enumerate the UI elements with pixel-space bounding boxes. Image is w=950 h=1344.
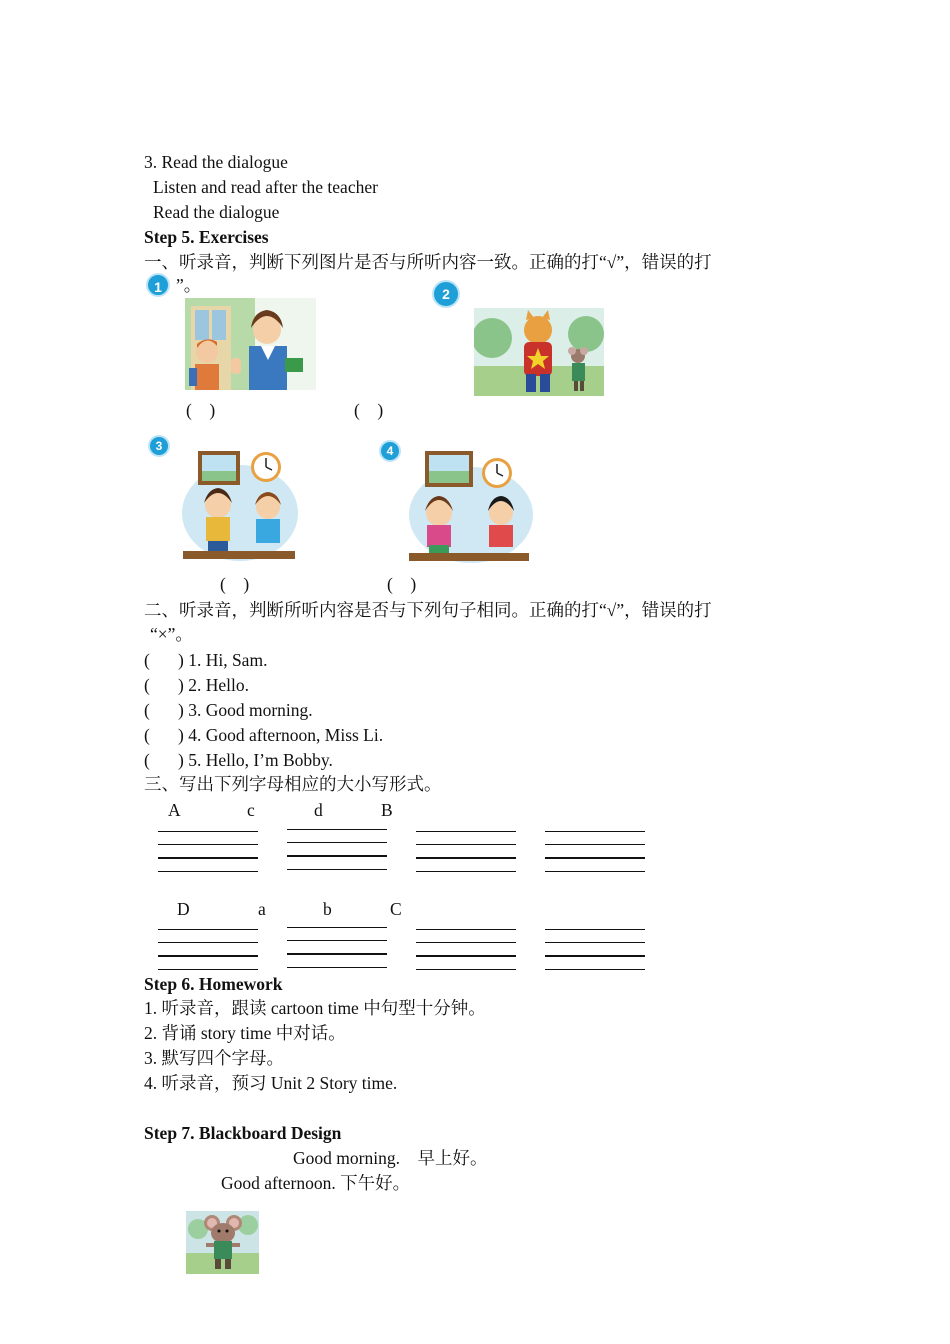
judge-paren[interactable]: ( <box>144 725 150 745</box>
writing-lines[interactable] <box>158 831 258 873</box>
letter-prompt: D <box>177 899 190 919</box>
picture-mouse <box>186 1211 259 1274</box>
writing-lines[interactable] <box>416 831 516 873</box>
blackboard-line: Good afternoon. 下午好。 <box>221 1173 411 1193</box>
number-badge: 3 <box>148 435 170 457</box>
writing-lines[interactable] <box>545 929 645 971</box>
judge-item: ) 5. Hello, I’m Bobby. <box>178 750 333 770</box>
answer-blank[interactable]: ( ) <box>220 574 250 594</box>
part2-instruction: 二、听录音，判断所听内容是否与下列句子相同。正确的打“√”，错误的打 <box>144 600 712 620</box>
section-line: Read the dialogue <box>153 202 280 222</box>
number-badge: 1 <box>146 273 170 297</box>
letter-prompt: d <box>314 800 323 820</box>
answer-blank[interactable]: ( ) <box>186 400 216 420</box>
judge-item: ) 1. Hi, Sam. <box>178 650 268 670</box>
letter-prompt: B <box>381 800 393 820</box>
writing-lines[interactable] <box>416 929 516 971</box>
part3-instruction: 三、写出下列字母相应的大小写形式。 <box>144 774 442 794</box>
writing-lines[interactable] <box>287 927 387 969</box>
section-line: Listen and read after the teacher <box>153 177 378 197</box>
part2-instruction-cont: “×”。 <box>150 624 193 644</box>
judge-paren[interactable]: ( <box>144 700 150 720</box>
part1-instruction-cont: ”。 <box>176 275 202 295</box>
answer-blank[interactable]: ( ) <box>354 400 384 420</box>
picture-two-children-clock <box>178 443 300 563</box>
judge-item: ) 3. Good morning. <box>178 700 313 720</box>
step6-heading: Step 6. Homework <box>144 974 283 994</box>
judge-item: ) 2. Hello. <box>178 675 249 695</box>
section-title: 3. Read the dialogue <box>144 152 288 172</box>
homework-item: 2. 背诵 story time 中对话。 <box>144 1023 346 1043</box>
picture-two-children-clock <box>405 445 535 565</box>
step7-heading: Step 7. Blackboard Design <box>144 1123 342 1143</box>
homework-item: 3. 默写四个字母。 <box>144 1048 284 1068</box>
writing-lines[interactable] <box>545 831 645 873</box>
answer-blank[interactable]: ( ) <box>387 574 417 594</box>
letter-prompt: C <box>390 899 402 919</box>
letter-prompt: a <box>258 899 266 919</box>
judge-paren[interactable]: ( <box>144 750 150 770</box>
picture-greeting-teacher <box>185 298 316 390</box>
judge-item: ) 4. Good afternoon, Miss Li. <box>178 725 384 745</box>
judge-paren[interactable]: ( <box>144 650 150 670</box>
letter-prompt: c <box>247 800 255 820</box>
homework-item: 1. 听录音，跟读 cartoon time 中句型十分钟。 <box>144 998 486 1018</box>
letter-prompt: b <box>323 899 332 919</box>
blackboard-line: Good morning. 早上好。 <box>293 1148 488 1168</box>
writing-lines[interactable] <box>158 929 258 971</box>
part1-instruction: 一、听录音，判断下列图片是否与所听内容一致。正确的打“√”，错误的打 <box>144 252 712 272</box>
judge-paren[interactable]: ( <box>144 675 150 695</box>
number-badge: 2 <box>432 280 460 308</box>
letter-prompt: A <box>168 800 181 820</box>
picture-cat-and-mouse <box>474 308 604 396</box>
writing-lines[interactable] <box>287 829 387 871</box>
step5-heading: Step 5. Exercises <box>144 227 269 247</box>
number-badge: 4 <box>379 440 401 462</box>
homework-item: 4. 听录音，预习 Unit 2 Story time. <box>144 1073 398 1093</box>
